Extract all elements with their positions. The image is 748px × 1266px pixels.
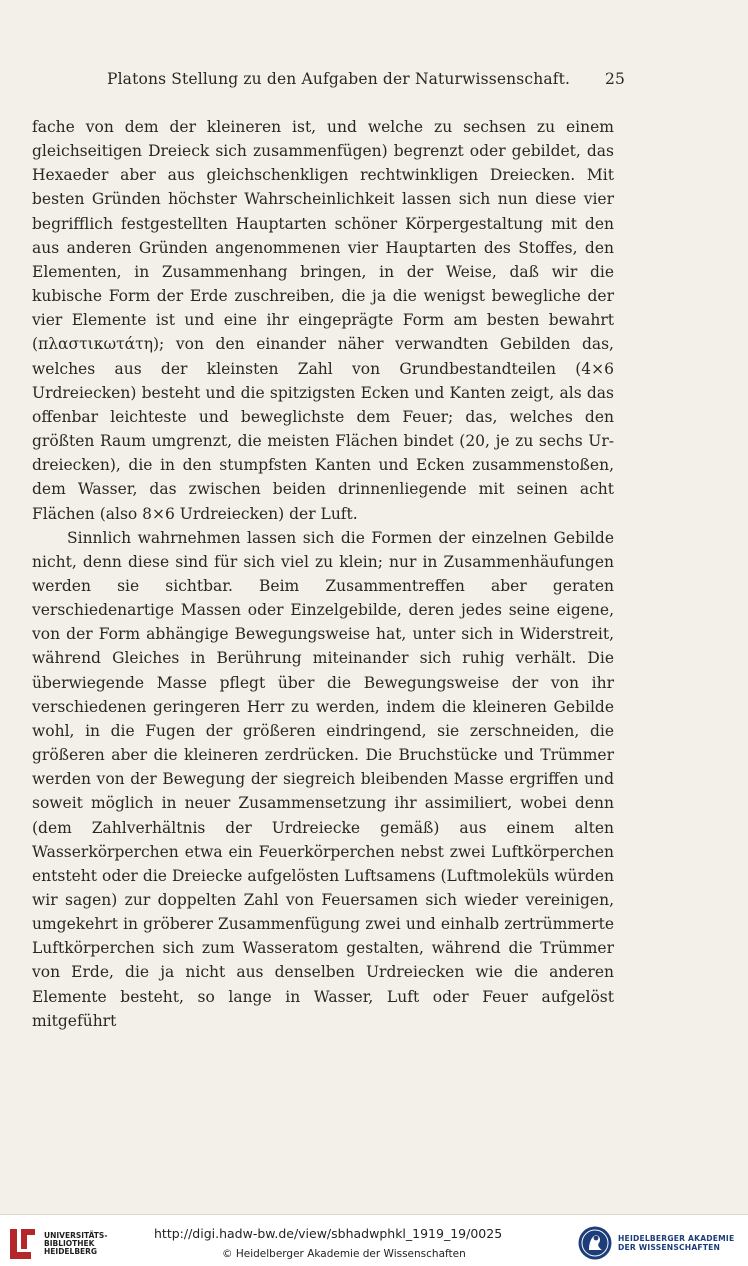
university-library-logo[interactable] — [8, 1225, 136, 1263]
page-number: 25 — [604, 70, 625, 88]
academy-logo[interactable] — [577, 1223, 745, 1263]
viewer-footer — [0, 1214, 748, 1266]
paragraph-1: fache von dem der kleineren ist, und welche zu sechsen zu einem gleichseitigen Dreieck sich zusammenfügen) begrenzt oder gebildet, das Hexaeder aber aus gleichschenkligen rechtwinkligen Dreiecken. Mit besten Gründen höchster Wahrscheinlichkeit lassen sich nun diese vier begrifflich festgestellten Hauptarten schöner Körpergestaltung mit den aus anderen Gründen angenommenen vier Hauptarten des Stoffes, den Elementen, in Zusammenhang bringen, in der Weise, daß wir die kubische Form der Erde zuschreiben, die ja die wenigst bewegliche der vier Elemente ist und eine ihr eingeprägte Form am besten bewahrt (πλαστικωτάτη); von den einander näher verwandten Gebilden das, welches aus der kleinsten Zahl von Grundbestandteilen (4×6 Urdreiecken) besteht und die spitzigsten Ecken und Kanten zeigt, als das offenbar leichteste und beweglichste dem Feuer; das, welches den größten Raum umgrenzt, die meisten Flächen bindet (20, je zu sechs Urdreiecken), die in den stumpfsten Kanten und Ecken zusammenstoßen, dem Wasser, das zwischen beiden drinnenliegende mit seinen acht Flächen (also 8×6 Urdreiecken) der Luft. — [32, 118, 614, 523]
running-header — [103, 62, 625, 96]
library-emblem-icon — [8, 1227, 38, 1261]
page-url-link[interactable]: http://digi.hadw-bw.de/view/sbhadwphkl_1919_19/0025 — [154, 1226, 503, 1241]
paragraph-2: Sinnlich wahrnehmen lassen sich die Formen der einzelnen Gebilde nicht, denn diese sind für sich viel zu klein; nur in Zusammenhäufungen werden sie sichtbar. Beim Zusammentreffen aber geraten verschiedenartige Massen oder Einzelgebilde, deren jedes seine eigene, von der Form abhängige Bewegungsweise hat, unter sich in Widerstreit, während Gleiches in Berührung miteinander sich ruhig verhält. Die überwiegende Masse pflegt über die Bewegungsweise der von ihr verschiedenen geringeren Herr zu werden, indem die kleineren Gebilde wohl, in die Fugen der größeren eindringend, sie zerschneiden, die größeren aber die kleineren zerdrücken. Die Bruchstücke und Trümmer werden von der Bewegung der siegreich bleibenden Masse ergriffen und soweit möglich in neuer Zusammensetzung ihr assimiliert, wobei denn (dem Zahlverhältnis der Urdreiecke gemäß) aus einem alten Wasserkörperchen etwa ein Feuerkörperchen nebst zwei Luftkörperchen entsteht oder die Dreiecke aufgelösten Luftsamens (Luftmoleküls würden wir sagen) zur doppelten Zahl von Feuersamen sich wieder vereinigen, umgekehrt in gröberer Zusammenfügung zwei und einhalb zertrümmerte Luftkörperchen sich zum Wasseratom gestalten, während die Trümmer von Erde, die ja nicht aus denselben Urdreiecken wie die anderen Elemente besteht, so lange in Wasser, Luft oder Feuer aufgelöst mitgeführt — [32, 528, 614, 1030]
academy-name: HEIDELBERGER AKADEMIE DER WISSENSCHAFTEN — [618, 1234, 735, 1252]
body-text — [32, 115, 614, 1033]
academy-seal-icon — [577, 1225, 613, 1261]
copyright-notice: © Heidelberger Akademie der Wissenschaften — [222, 1248, 466, 1260]
library-name: UNIVERSITÄTS- BIBLIOTHEK HEIDELBERG — [44, 1230, 108, 1257]
running-title: Platons Stellung zu den Aufgaben der Naturwissenschaft. — [107, 70, 571, 88]
